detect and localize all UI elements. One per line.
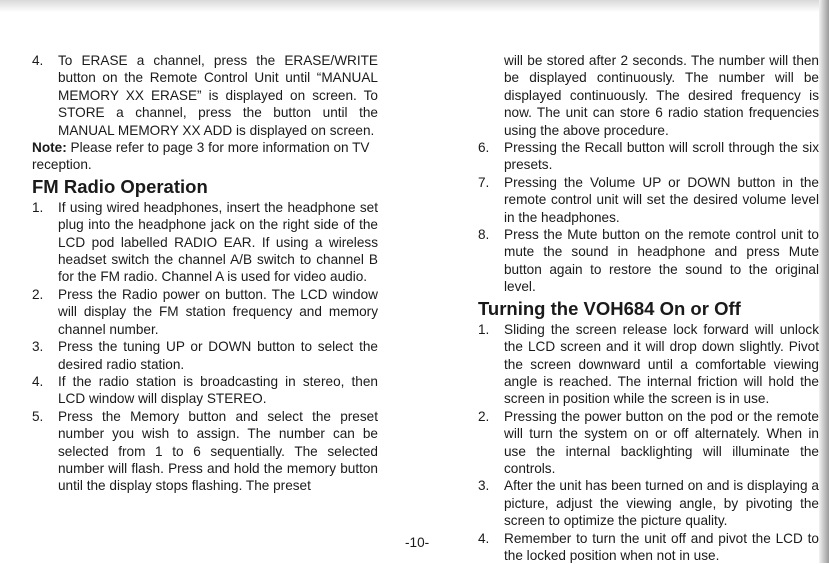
list-item xyxy=(32,52,378,139)
item-number: 8. xyxy=(478,227,490,243)
item-number: 4. xyxy=(32,373,44,389)
note-text: Please refer to page 3 for more information on TV reception. xyxy=(32,140,370,173)
list-item xyxy=(478,226,819,296)
list-item xyxy=(478,477,819,529)
list-item xyxy=(478,408,819,478)
item-text: Pressing the Volume UP or DOWN button in the remote control unit will set the desired volume level in the headphones. xyxy=(504,174,819,225)
scan-right-edge xyxy=(819,0,829,563)
item-text: To ERASE a channel, press the ERASE/WRITE button on the Remote Control Unit until “MANUAL MEMORY XX ERASE” is displayed on screen. To STORE a channel, press the button until the MANUAL MEMORY XX ADD is displayed on screen. xyxy=(58,53,378,138)
item-text: Press the Memory button and select the preset number you wish to assign. The number can be selected from 1 to 6 sequentially. The selected number will flash. Press and hold the memory button until the display stops flashing. The preset xyxy=(58,408,378,494)
item-text: Press the Mute button on the remote control unit to mute the sound in headphone and press Mute button again to restore the sound to the original level. xyxy=(504,227,819,295)
item-text: Pressing the Recall button will scroll through the six presets. xyxy=(504,140,819,173)
list-item xyxy=(32,408,378,495)
item-number: 2. xyxy=(478,408,490,424)
item-text: Press the tuning UP or DOWN button to select the desired radio station. xyxy=(58,339,378,372)
item-text: If using wired headphones, insert the headphone set plug into the headphone jack on the right side of the LCD pod labelled RADIO EAR. If using a wireless headset switch the channel A/B switch to channel B for the FM radio. Channel A is used for video audio. xyxy=(58,199,378,285)
right-column xyxy=(478,52,819,564)
note-label: Note: xyxy=(32,140,67,156)
list-item xyxy=(32,286,378,338)
list-item xyxy=(478,530,819,564)
turning-on-off-list xyxy=(478,321,819,564)
list-item xyxy=(478,174,819,226)
list-item xyxy=(32,338,378,373)
item-text: After the unit has been turned on and is displaying a picture, adjust the viewing angle, by pivoting the screen to optimize the picture quality. xyxy=(504,478,819,529)
item-number: 2. xyxy=(32,286,44,302)
item-text: Sliding the screen release lock forward will unlock the LCD screen and it will drop down slightly. Pivot the screen downward until a comfortable viewing angle is reached. The internal friction will hold the screen in position while the screen is in use. xyxy=(504,321,819,407)
item-number: 3. xyxy=(32,339,44,355)
item-number: 3. xyxy=(478,478,490,494)
item-number: 4. xyxy=(32,53,44,68)
fm-radio-list-continued xyxy=(478,139,819,296)
page-number: -10- xyxy=(405,535,430,550)
left-column xyxy=(32,52,378,495)
scan-top-shadow xyxy=(0,0,829,12)
list-item xyxy=(478,321,819,408)
item-number: 5. xyxy=(32,408,44,424)
item-number: 4. xyxy=(478,530,490,546)
item-number: 6. xyxy=(478,140,490,156)
list-item xyxy=(32,373,378,408)
item-text: If the radio station is broadcasting in stereo, then LCD window will display STEREO. xyxy=(58,373,378,407)
list-item xyxy=(32,199,378,286)
list-item xyxy=(478,139,819,174)
fm-radio-list xyxy=(32,199,378,495)
continuation-text: will be stored after 2 seconds. The number will then be displayed continuously. The number will be displayed continuously. The desired frequency is now. The unit can store 6 radio station frequencies using the above procedure. xyxy=(504,53,819,138)
fm-radio-heading: FM Radio Operation xyxy=(32,175,208,197)
item-number: 7. xyxy=(478,174,490,190)
item-text: Press the Radio power on button. The LCD window will display the FM station frequency and memory channel number. xyxy=(58,286,378,337)
turning-on-off-heading: Turning the VOH684 On or Off xyxy=(478,297,741,319)
note-paragraph xyxy=(32,139,378,174)
item-number: 1. xyxy=(32,199,44,215)
item-text: Remember to turn the unit off and pivot the LCD to the locked position when not in use. xyxy=(504,530,819,563)
item-number: 1. xyxy=(478,321,490,337)
item-text: Pressing the power button on the pod or the remote will turn the system on or off alternately. When in use the internal backlighting will illuminate the controls. xyxy=(504,408,819,476)
